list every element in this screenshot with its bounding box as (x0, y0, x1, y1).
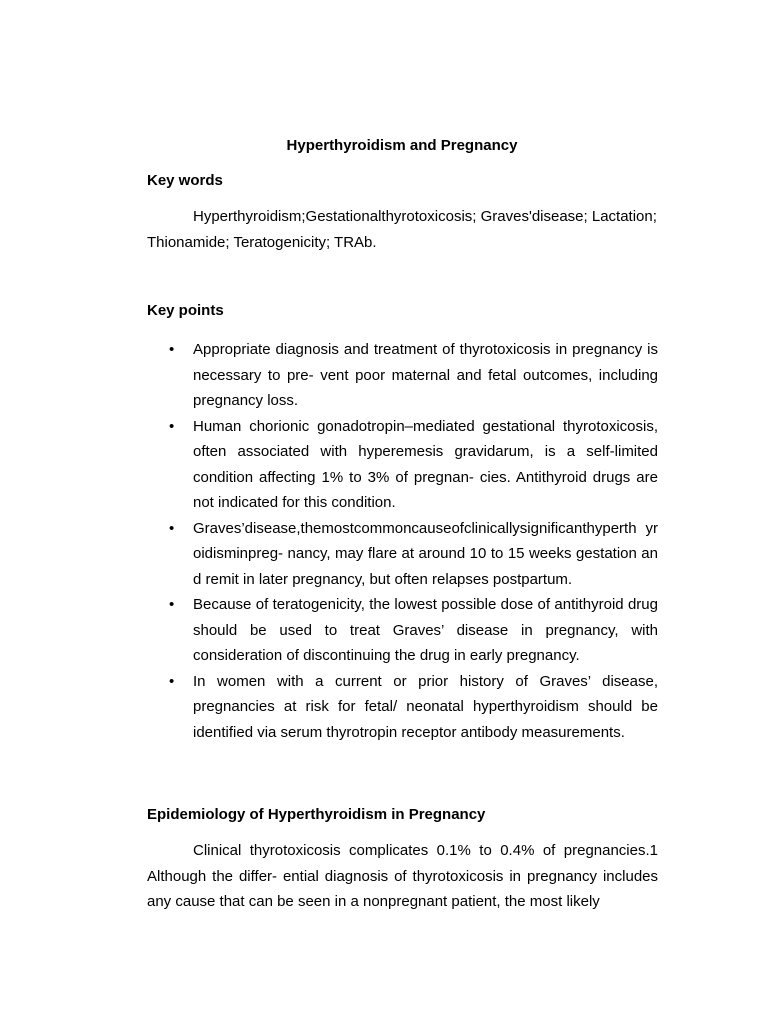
keypoint-text: Graves’disease,themostcommoncauseofclinicallysignificanthyperth yroidisminpreg- nancy, may flare at around 10 to 15 weeks gestation and remit in later pregnancy, but often relapses postpartum. (193, 519, 658, 588)
keypoint-text: Appropriate diagnosis and treatment of thyrotoxicosis in pregnancy is necessary to pre- vent poor maternal and fetal outcomes, including pregnancy loss. (193, 341, 658, 409)
keypoint-item (166, 414, 658, 516)
bullet-icon: • (169, 417, 175, 435)
keypoint-text: In women with a current or prior history of Graves’ disease, pregnancies at risk for fetal/ neonatal hyperthyroidism should be identified via serum thyrotropin receptor antibody measurements. (193, 672, 658, 741)
bullet-icon: • (169, 672, 175, 690)
epidemiology-heading: Epidemiology of Hyperthyroidism in Pregnancy (147, 806, 486, 823)
epidemiology-text: Clinical thyrotoxicosis complicates 0.1% to 0.4% of pregnancies.1 Although the differ- ential diagnosis of thyrotoxicosis in pregnancy includes any cause that can be seen in a nonpregnant patient, the most likely (147, 842, 658, 910)
keypoint-item (166, 669, 658, 746)
keywords-text: Hyperthyroidism;Gestationalthyrotoxicosis; Graves'disease; Lactation; Thionamide; Teratogenicity; TRAb. (147, 208, 657, 251)
keywords-heading: Key words (147, 172, 223, 189)
document-title: Hyperthyroidism and Pregnancy (286, 137, 518, 154)
keypoints-list (166, 337, 658, 745)
keypoints-heading: Key points (147, 302, 224, 319)
bullet-icon: • (169, 519, 175, 537)
keypoint-item (166, 337, 658, 414)
keypoint-item (166, 516, 658, 593)
keypoint-text: Human chorionic gonadotropin–mediated gestational thyrotoxicosis, often associated with hyperemesis gravidarum, is a self-limited condition affecting 1% to 3% of pregnan- cies. Antithyroid drugs are not indicated for this condition. (193, 417, 658, 511)
keypoint-item (166, 592, 658, 669)
bullet-icon: • (169, 596, 175, 613)
keypoint-text: Because of teratogenicity, the lowest possible dose of antithyroid drug should be used to treat Graves’ disease in pregnancy, with consideration of discontinuing the drug in early pregnancy. (193, 596, 658, 664)
bullet-icon: • (169, 341, 175, 358)
